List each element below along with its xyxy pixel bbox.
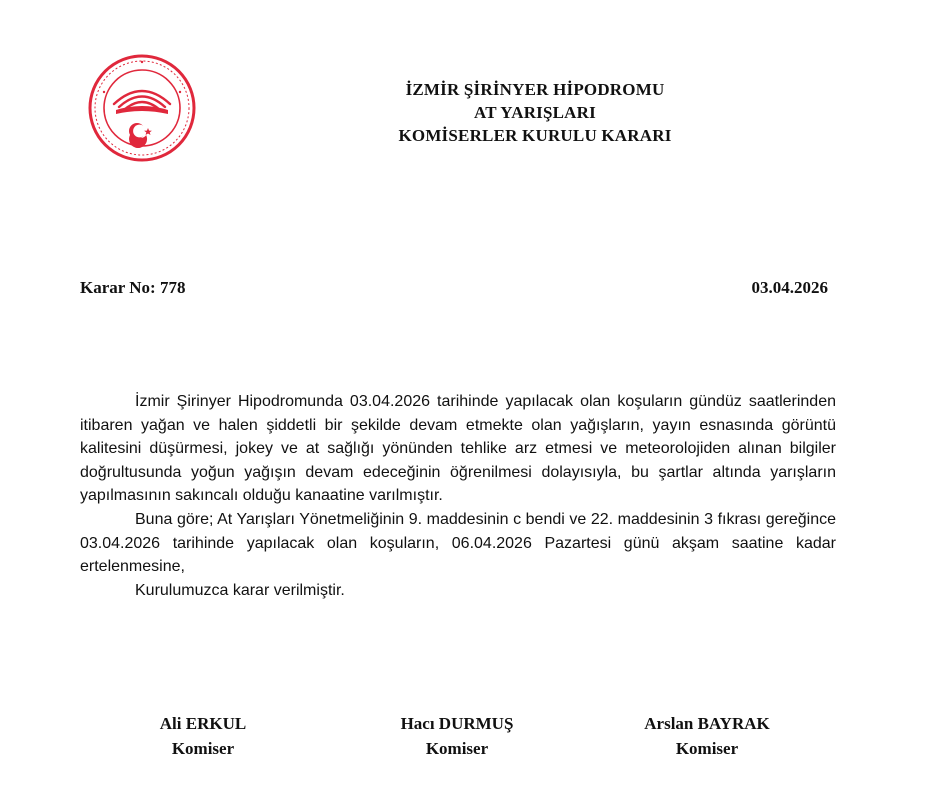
- ministry-seal-icon: [86, 52, 198, 164]
- header-line-1: İZMİR ŞİRİNYER HİPODROMU: [405, 80, 665, 99]
- signatory-name: Ali ERKUL: [159, 714, 247, 733]
- signatory-name: Arslan BAYRAK: [644, 714, 770, 733]
- signatory-title: Komiser: [675, 739, 739, 758]
- body-paragraph: Kurulumuzca karar verilmiştir.: [135, 581, 345, 599]
- signatory-title: Komiser: [425, 739, 489, 758]
- body-paragraph: İzmir Şirinyer Hipodromunda 03.04.2026 tarihinde yapılacak olan koşuların gündüz saatlerinden itibaren yağan ve halen şiddetli bir şekilde devam etmekte olan yağışların, yayın esnasında görüntü kalitesini düşürmesi, jokey ve at sağlığı yönünden tehlike arz etmesi ve meteorolojiden alınan bilgiler doğrultusunda yoğun yağışın devam edeceğinin öğrenilmesi dolayısıyla, bu şartlar altında yarışların yapılmasının sakıncalı olduğu kanaatine varılmıştır.: [80, 393, 836, 505]
- signatory-title: Komiser: [171, 739, 235, 758]
- decision-body: [80, 390, 836, 602]
- body-paragraph: Buna göre; At Yarışları Yönetmeliğinin 9. maddesinin c bendi ve 22. maddesinin 3 fıkrası gereğince 03.04.2026 tarihinde yapılacak olan koşuların, 06.04.2026 Pazartesi günü akşam saatine kadar ertelenmesine,: [80, 510, 836, 576]
- decision-date: 03.04.2026: [751, 278, 828, 297]
- decision-number: Karar No: 778: [80, 278, 186, 297]
- header-line-3: KOMİSERLER KURULU KARARI: [398, 126, 672, 145]
- signature-block: [357, 711, 557, 761]
- document-header: [300, 78, 770, 147]
- signature-block: [607, 711, 807, 761]
- header-line-2: AT YARIŞLARI: [474, 103, 596, 122]
- signature-block: [103, 711, 303, 761]
- signatory-name: Hacı DURMUŞ: [400, 714, 514, 733]
